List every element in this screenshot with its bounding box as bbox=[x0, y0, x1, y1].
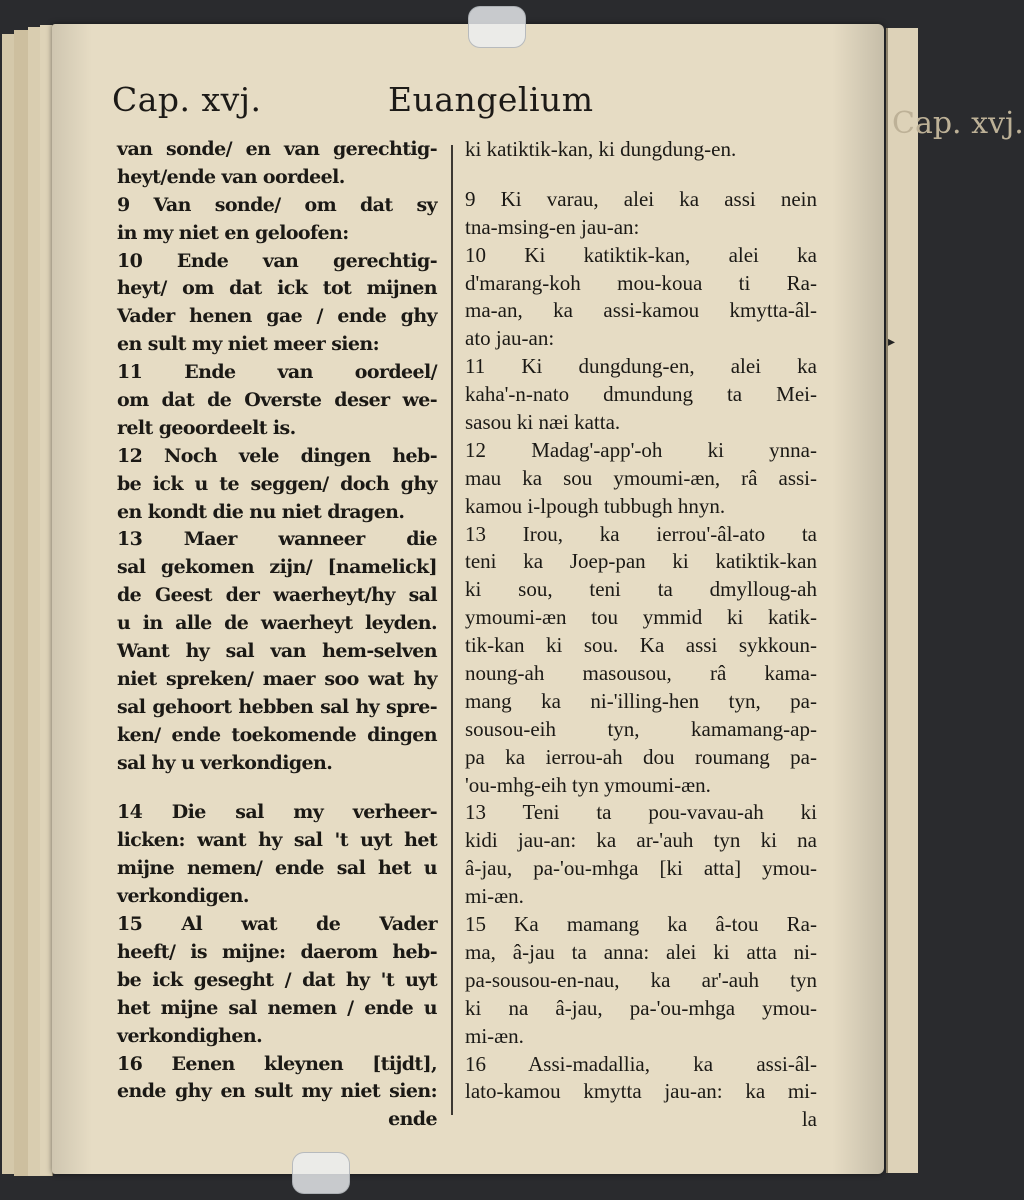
text-line: ki katiktik-kan, ki dungdung-en. bbox=[465, 137, 737, 161]
text-line: 16 Eenen kleynen [tijdt], bbox=[117, 1052, 437, 1075]
text-line: pa ka ierrou-ah dou roumang pa- bbox=[465, 744, 817, 769]
text-line: ymoumi-æn tou ymmid ki katik- bbox=[465, 605, 817, 630]
text-line: noung-ah masousou, râ kama- bbox=[465, 661, 817, 686]
text-line: be ick geseght / dat hy 't uyt bbox=[117, 968, 437, 991]
text-line: 10 Ende van gerechtig- bbox=[117, 249, 437, 272]
text-line: 13 Teni ta pou-vavau-ah ki bbox=[465, 800, 817, 825]
text-line: verkondigen. bbox=[117, 885, 249, 908]
text-line: mau ka sou ymoumi-æn, râ assi- bbox=[465, 465, 817, 490]
text-line: sal hy u verkondigen. bbox=[117, 751, 333, 774]
text-line: ken/ ende toekomende dingen bbox=[117, 723, 437, 746]
text-line: pa-sousou-en-nau, ka ar'-auh tyn bbox=[465, 967, 817, 992]
next-page-header-fragment: Cap. xvj. bbox=[892, 106, 1024, 141]
text-line: Want hy sal van hem-selven bbox=[117, 640, 437, 663]
text-line: ma-an, ka assi-kamou kmytta-âl- bbox=[465, 298, 817, 323]
book-title-header: Euangelium bbox=[388, 80, 594, 119]
text-line: ato jau-an: bbox=[465, 326, 555, 351]
text-line: kidi jau-an: ka ar-'auh tyn ki na bbox=[465, 828, 817, 853]
text-line: sasou ki næi katta. bbox=[465, 410, 621, 435]
next-page-edge bbox=[886, 28, 1024, 1173]
page-clip-bottom bbox=[292, 1152, 350, 1194]
text-line: d'marang-koh mou-koua ti Ra- bbox=[465, 270, 817, 295]
column-divider bbox=[451, 145, 453, 1115]
text-line: be ick u te seggen/ doch ghy bbox=[117, 472, 437, 495]
text-line: om dat de Overste deser we- bbox=[117, 389, 437, 412]
text-line: 9 Van sonde/ om dat sy bbox=[117, 193, 437, 216]
text-line: heeft/ is mijne: daerom heb- bbox=[117, 940, 437, 963]
dutch-text-column bbox=[117, 136, 437, 1134]
text-line: relt geoordeelt is. bbox=[117, 416, 296, 439]
text-line: la bbox=[801, 1107, 817, 1132]
text-line: 11 Ki dungdung-en, alei ka bbox=[465, 354, 817, 379]
text-line: sal gehoort hebben sal hy spre- bbox=[117, 695, 437, 718]
text-line: tna-msing-en jau-an: bbox=[465, 214, 640, 239]
text-line: Vader henen gae / ende ghy bbox=[117, 305, 437, 328]
text-line: â-jau, pa-'ou-mhga [ki atta] ymou- bbox=[465, 856, 817, 881]
text-line: heyt/ om dat ick tot mijnen bbox=[117, 277, 437, 300]
text-line: 12 Noch vele dingen heb- bbox=[117, 444, 437, 467]
text-line: mijne nemen/ ende sal het u bbox=[117, 857, 437, 880]
text-line: lato-kamou kmytta jau-an: ka mi- bbox=[465, 1079, 817, 1104]
text-line: de Geest der waerheyt/hy sal bbox=[117, 584, 437, 607]
text-line: en kondt die nu niet dragen. bbox=[117, 500, 405, 523]
text-line: in my niet en geloofen: bbox=[117, 221, 349, 244]
text-line: 14 Die sal my verheer- bbox=[117, 801, 437, 824]
text-line: kamou i-lpough tubbugh hnyn. bbox=[465, 493, 726, 518]
text-line: sousou-eih tyn, kamamang-ap- bbox=[465, 716, 817, 741]
text-line: u in alle de waerheyt leyden. bbox=[117, 612, 437, 635]
text-line: ende bbox=[388, 1108, 437, 1131]
text-line: 16 Assi-madallia, ka assi-âl- bbox=[465, 1051, 817, 1076]
text-line: ma, â-jau ta anna: alei ki atta ni- bbox=[465, 939, 817, 964]
chapter-header: Cap. xvj. bbox=[112, 80, 262, 119]
text-line: 10 Ki katiktik-kan, alei ka bbox=[465, 242, 817, 267]
text-line: licken: want hy sal 't uyt het bbox=[117, 829, 437, 852]
text-line: mi-æn. bbox=[465, 884, 524, 909]
text-line: ki na â-jau, pa-'ou-mhga ymou- bbox=[465, 995, 817, 1020]
margin-mark: ▸ bbox=[888, 334, 896, 350]
text-line: niet spreken/ maer soo wat hy bbox=[117, 667, 437, 690]
text-line: 13 Irou, ka ierrou'-âl-ato ta bbox=[465, 521, 817, 546]
page-clip-top bbox=[468, 6, 526, 48]
text-line: sal gekomen zijn/ [namelick] bbox=[117, 556, 437, 579]
text-line: en sult my niet meer sien: bbox=[117, 333, 380, 356]
text-line: 15 Ka mamang ka â-tou Ra- bbox=[465, 912, 817, 937]
text-line: ende ghy en sult my niet sien: bbox=[117, 1080, 437, 1103]
text-line: tik-kan ki sou. Ka assi sykkoun- bbox=[465, 633, 817, 658]
text-line: 9 Ki varau, alei ka assi nein bbox=[465, 186, 817, 211]
text-line: verkondighen. bbox=[117, 1024, 263, 1047]
text-line: 15 Al wat de Vader bbox=[117, 913, 437, 936]
text-line: kaha'-n-nato dmundung ta Mei- bbox=[465, 382, 817, 407]
text-line: ki sou, teni ta dmylloug-ah bbox=[465, 577, 817, 602]
text-line: 11 Ende van oordeel/ bbox=[117, 361, 437, 384]
text-line: 13 Maer wanneer die bbox=[117, 528, 437, 551]
text-line: het mijne sal nemen / ende u bbox=[117, 996, 437, 1019]
formosan-text-column bbox=[465, 136, 817, 1134]
text-line: mang ka ni-'illing-hen tyn, pa- bbox=[465, 688, 817, 713]
text-line: heyt/ende van oordeel. bbox=[117, 165, 345, 188]
text-line: van sonde/ en van gerechtig- bbox=[117, 138, 437, 160]
text-line: 12 Madag'-app'-oh ki ynna- bbox=[465, 437, 817, 462]
text-line: 'ou-mhg-eih tyn ymoumi-æn. bbox=[465, 772, 711, 797]
text-line: mi-æn. bbox=[465, 1023, 524, 1048]
text-line: teni ka Joep-pan ki katiktik-kan bbox=[465, 549, 817, 574]
